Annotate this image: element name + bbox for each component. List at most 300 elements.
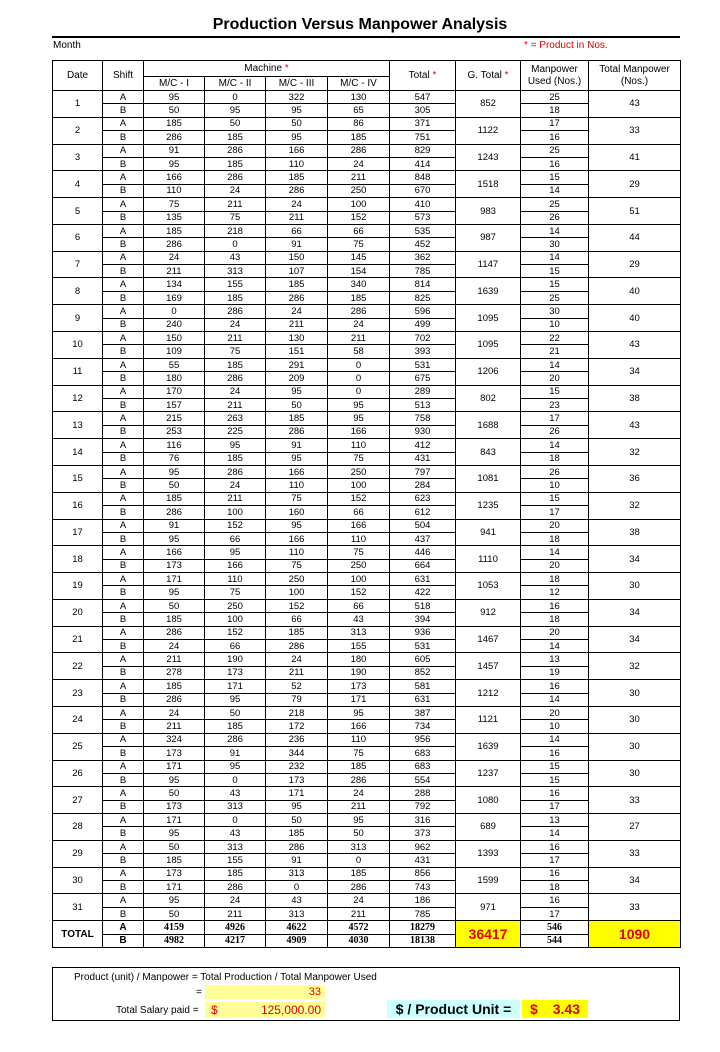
manpower-used-cell: 16	[521, 747, 589, 760]
machine-3-cell: 185	[266, 827, 328, 840]
total-cell: 284	[390, 479, 456, 492]
total-cell: 683	[390, 747, 456, 760]
ppu-value: 3.43	[552, 1001, 580, 1017]
table-row	[53, 586, 681, 599]
header-machine-label: Machine	[244, 62, 283, 74]
total-manpower-cell: 38	[589, 519, 681, 546]
shift-cell: B	[103, 157, 144, 170]
machine-4-cell: 313	[328, 626, 390, 639]
machine-2-cell: 313	[205, 265, 266, 278]
manpower-used-cell: 18	[521, 881, 589, 894]
machine-2-cell: 211	[205, 398, 266, 411]
table-row	[53, 599, 681, 612]
machine-3-cell: 286	[266, 425, 328, 438]
total-cell: 288	[390, 787, 456, 800]
machine-3-cell: 209	[266, 372, 328, 385]
machine-2-cell: 286	[205, 465, 266, 478]
date-cell: 29	[53, 840, 103, 867]
manpower-used-cell: 14	[521, 693, 589, 706]
machine-4-cell: 185	[328, 867, 390, 880]
total-cell: 499	[390, 318, 456, 331]
machine-1-cell: 185	[144, 492, 205, 505]
total-cell: 371	[390, 117, 456, 130]
total-cell: 785	[390, 265, 456, 278]
header-gtotal-star: *	[504, 69, 509, 81]
machine-4-cell: 211	[328, 800, 390, 813]
shift-cell: A	[103, 224, 144, 237]
table-row	[53, 640, 681, 653]
gtotal-cell: 1095	[456, 305, 521, 332]
machine-3-cell: 66	[266, 613, 328, 626]
date-cell: 21	[53, 626, 103, 653]
date-cell: 15	[53, 465, 103, 492]
shift-cell: B	[103, 398, 144, 411]
machine-2-cell: 185	[205, 452, 266, 465]
total-cell: 792	[390, 800, 456, 813]
manpower-used-cell: 26	[521, 465, 589, 478]
gtotal-cell: 843	[456, 439, 521, 466]
total-cell: 623	[390, 492, 456, 505]
table-row	[53, 251, 681, 264]
machine-3-cell: 50	[266, 814, 328, 827]
salary-cell	[205, 1002, 325, 1018]
gtotal-cell: 1122	[456, 117, 521, 144]
machine-2-cell: 286	[205, 305, 266, 318]
total-cell: 797	[390, 465, 456, 478]
machine-1-cell: 50	[144, 104, 205, 117]
shift-cell: B	[103, 452, 144, 465]
shift-cell: B	[103, 372, 144, 385]
machine-4-cell: 24	[328, 787, 390, 800]
total-cell: 518	[390, 599, 456, 612]
shift-cell: B	[103, 532, 144, 545]
manpower-used-cell: 13	[521, 814, 589, 827]
machine-2-cell: 95	[205, 760, 266, 773]
machine-3-cell: 171	[266, 787, 328, 800]
shift-cell: A	[103, 171, 144, 184]
manpower-used-cell: 20	[521, 626, 589, 639]
table-row	[53, 117, 681, 130]
total-manpower-cell: 43	[589, 91, 681, 118]
machine-2-cell: 24	[205, 894, 266, 907]
manpower-used-cell: 17	[521, 506, 589, 519]
total-cell: 373	[390, 827, 456, 840]
machine-4-cell: 173	[328, 680, 390, 693]
machine-4-cell: 211	[328, 332, 390, 345]
machine-2-cell: 152	[205, 626, 266, 639]
manpower-used-cell: 20	[521, 559, 589, 572]
machine-3-cell: 286	[266, 184, 328, 197]
manpower-used-cell: 15	[521, 760, 589, 773]
totals-machine-3-cell: 4622	[266, 921, 328, 935]
machine-1-cell: 95	[144, 465, 205, 478]
total-manpower-cell: 36	[589, 465, 681, 492]
page-title: Production Versus Manpower Analysis	[212, 16, 508, 33]
shift-cell: A	[103, 680, 144, 693]
machine-4-cell: 75	[328, 238, 390, 251]
machine-4-cell: 166	[328, 720, 390, 733]
shift-cell: A	[103, 840, 144, 853]
gtotal-cell: 1639	[456, 733, 521, 760]
machine-1-cell: 91	[144, 144, 205, 157]
shift-cell: A	[103, 465, 144, 478]
table-row	[53, 653, 681, 666]
totals-row	[53, 921, 681, 935]
gtotal-cell: 1053	[456, 573, 521, 600]
machine-3-cell: 150	[266, 251, 328, 264]
manpower-used-cell: 14	[521, 224, 589, 237]
machine-3-cell: 185	[266, 412, 328, 425]
date-cell: 11	[53, 358, 103, 385]
machine-4-cell: 95	[328, 706, 390, 719]
date-cell: 14	[53, 439, 103, 466]
shift-cell: A	[103, 760, 144, 773]
gtotal-cell: 1518	[456, 171, 521, 198]
machine-1-cell: 166	[144, 171, 205, 184]
gtotal-cell: 1121	[456, 706, 521, 733]
shift-cell: A	[103, 492, 144, 505]
machine-1-cell: 215	[144, 412, 205, 425]
totals-total-manpower-cell: 1090	[589, 921, 681, 948]
machine-3-cell: 152	[266, 599, 328, 612]
table-row	[53, 680, 681, 693]
totals-shift-cell: A	[103, 921, 144, 935]
product-note: * = Product in Nos.	[524, 40, 608, 51]
machine-2-cell: 185	[205, 720, 266, 733]
date-cell: 19	[53, 573, 103, 600]
machine-2-cell: 110	[205, 573, 266, 586]
date-cell: 13	[53, 412, 103, 439]
machine-4-cell: 250	[328, 465, 390, 478]
manpower-used-cell: 25	[521, 291, 589, 304]
machine-3-cell: 50	[266, 117, 328, 130]
machine-1-cell: 185	[144, 117, 205, 130]
totals-machine-4-cell: 4572	[328, 921, 390, 935]
total-cell: 670	[390, 184, 456, 197]
shift-cell: A	[103, 198, 144, 211]
machine-4-cell: 166	[328, 425, 390, 438]
gtotal-cell: 983	[456, 198, 521, 225]
machine-4-cell: 95	[328, 412, 390, 425]
header-total	[390, 61, 456, 91]
header-machine-4: M/C - IV	[328, 77, 390, 91]
manpower-used-cell: 20	[521, 519, 589, 532]
machine-4-cell: 43	[328, 613, 390, 626]
machine-1-cell: 324	[144, 733, 205, 746]
machine-2-cell: 313	[205, 840, 266, 853]
total-manpower-cell: 30	[589, 680, 681, 707]
manpower-used-cell: 16	[521, 680, 589, 693]
table-row	[53, 171, 681, 184]
manpower-used-cell: 16	[521, 131, 589, 144]
machine-4-cell: 286	[328, 773, 390, 786]
total-cell: 581	[390, 680, 456, 693]
total-cell: 956	[390, 733, 456, 746]
shift-cell: A	[103, 814, 144, 827]
total-manpower-cell: 40	[589, 305, 681, 332]
machine-4-cell: 190	[328, 666, 390, 679]
machine-1-cell: 24	[144, 251, 205, 264]
total-cell: 362	[390, 251, 456, 264]
manpower-used-cell: 18	[521, 104, 589, 117]
machine-3-cell: 211	[266, 211, 328, 224]
machine-2-cell: 24	[205, 385, 266, 398]
machine-2-cell: 185	[205, 131, 266, 144]
gtotal-cell: 1206	[456, 358, 521, 385]
totals-manpower-used-cell: 546	[521, 921, 589, 935]
date-cell: 20	[53, 599, 103, 626]
total-cell: 554	[390, 773, 456, 786]
gtotal-cell: 1095	[456, 332, 521, 359]
total-cell: 316	[390, 814, 456, 827]
machine-4-cell: 75	[328, 452, 390, 465]
manpower-used-cell: 17	[521, 117, 589, 130]
gtotal-cell: 1235	[456, 492, 521, 519]
machine-1-cell: 135	[144, 211, 205, 224]
total-manpower-cell: 34	[589, 867, 681, 894]
manpower-used-cell: 14	[521, 546, 589, 559]
table-row	[53, 666, 681, 679]
manpower-used-cell: 15	[521, 171, 589, 184]
gtotal-cell: 1212	[456, 680, 521, 707]
machine-1-cell: 75	[144, 198, 205, 211]
header-machine-2: M/C - II	[205, 77, 266, 91]
total-manpower-cell: 32	[589, 492, 681, 519]
table-row	[53, 412, 681, 425]
machine-2-cell: 95	[205, 439, 266, 452]
manpower-used-cell: 16	[521, 599, 589, 612]
table-row	[53, 881, 681, 894]
machine-4-cell: 286	[328, 305, 390, 318]
table-row	[53, 398, 681, 411]
shift-cell: A	[103, 144, 144, 157]
totals-machine-1-cell: 4159	[144, 921, 205, 935]
total-manpower-cell: 30	[589, 706, 681, 733]
shift-cell: A	[103, 251, 144, 264]
machine-4-cell: 24	[328, 318, 390, 331]
machine-1-cell: 95	[144, 827, 205, 840]
machine-1-cell: 116	[144, 439, 205, 452]
shift-cell: A	[103, 894, 144, 907]
machine-3-cell: 91	[266, 439, 328, 452]
manpower-used-cell: 18	[521, 532, 589, 545]
shift-cell: B	[103, 506, 144, 519]
manpower-used-cell: 25	[521, 91, 589, 104]
totals-machine-3-cell: 4909	[266, 934, 328, 948]
machine-3-cell: 286	[266, 640, 328, 653]
date-cell: 9	[53, 305, 103, 332]
machine-1-cell: 173	[144, 867, 205, 880]
machine-3-cell: 79	[266, 693, 328, 706]
machine-3-cell: 291	[266, 358, 328, 371]
machine-4-cell: 130	[328, 91, 390, 104]
gtotal-cell: 1688	[456, 412, 521, 439]
machine-4-cell: 110	[328, 733, 390, 746]
date-cell: 16	[53, 492, 103, 519]
total-cell: 829	[390, 144, 456, 157]
machine-2-cell: 286	[205, 733, 266, 746]
shift-cell: B	[103, 479, 144, 492]
machine-1-cell: 286	[144, 693, 205, 706]
table-row	[53, 465, 681, 478]
machine-4-cell: 313	[328, 840, 390, 853]
manpower-used-cell: 14	[521, 827, 589, 840]
total-cell: 431	[390, 854, 456, 867]
machine-3-cell: 160	[266, 506, 328, 519]
total-manpower-cell: 29	[589, 171, 681, 198]
shift-cell: B	[103, 211, 144, 224]
machine-1-cell: 24	[144, 706, 205, 719]
totals-label: TOTAL	[53, 921, 103, 948]
machine-4-cell: 24	[328, 894, 390, 907]
totals-machine-2-cell: 4926	[205, 921, 266, 935]
date-cell: 8	[53, 278, 103, 305]
machine-2-cell: 286	[205, 372, 266, 385]
manpower-used-cell: 30	[521, 305, 589, 318]
date-cell: 3	[53, 144, 103, 171]
total-manpower-cell: 34	[589, 546, 681, 573]
summary-equals: =	[196, 987, 202, 998]
gtotal-cell: 1110	[456, 546, 521, 573]
manpower-used-cell: 17	[521, 907, 589, 920]
total-cell: 387	[390, 706, 456, 719]
machine-3-cell: 151	[266, 345, 328, 358]
shift-cell: A	[103, 706, 144, 719]
manpower-used-cell: 26	[521, 211, 589, 224]
machine-2-cell: 100	[205, 613, 266, 626]
shift-cell: A	[103, 519, 144, 532]
total-cell: 702	[390, 332, 456, 345]
table-row	[53, 532, 681, 545]
total-cell: 305	[390, 104, 456, 117]
total-cell: 437	[390, 532, 456, 545]
shift-cell: B	[103, 854, 144, 867]
total-manpower-cell: 44	[589, 224, 681, 251]
table-row	[53, 265, 681, 278]
machine-1-cell: 166	[144, 546, 205, 559]
manpower-used-cell: 10	[521, 479, 589, 492]
machine-4-cell: 100	[328, 198, 390, 211]
total-cell: 422	[390, 586, 456, 599]
machine-3-cell: 211	[266, 666, 328, 679]
date-cell: 27	[53, 787, 103, 814]
machine-4-cell: 250	[328, 559, 390, 572]
header-manpower-used-1: Manpower	[531, 63, 578, 75]
machine-1-cell: 95	[144, 532, 205, 545]
shift-cell: B	[103, 881, 144, 894]
totals-machine-1-cell: 4982	[144, 934, 205, 948]
manpower-used-cell: 12	[521, 586, 589, 599]
total-manpower-cell: 34	[589, 599, 681, 626]
gtotal-cell: 1599	[456, 867, 521, 894]
date-cell: 17	[53, 519, 103, 546]
table-row	[53, 626, 681, 639]
date-cell: 28	[53, 814, 103, 841]
total-cell: 930	[390, 425, 456, 438]
total-manpower-cell: 33	[589, 117, 681, 144]
shift-cell: B	[103, 747, 144, 760]
summary-box	[52, 967, 680, 1021]
machine-1-cell: 170	[144, 385, 205, 398]
machine-4-cell: 110	[328, 532, 390, 545]
machine-1-cell: 211	[144, 265, 205, 278]
manpower-used-cell: 16	[521, 894, 589, 907]
manpower-used-cell: 14	[521, 733, 589, 746]
machine-3-cell: 185	[266, 278, 328, 291]
machine-4-cell: 24	[328, 157, 390, 170]
manpower-used-cell: 20	[521, 706, 589, 719]
machine-2-cell: 43	[205, 251, 266, 264]
machine-4-cell: 185	[328, 760, 390, 773]
machine-3-cell: 43	[266, 894, 328, 907]
manpower-used-cell: 14	[521, 251, 589, 264]
total-cell: 412	[390, 439, 456, 452]
total-cell: 504	[390, 519, 456, 532]
gtotal-cell: 1467	[456, 626, 521, 653]
total-cell: 612	[390, 506, 456, 519]
total-manpower-cell: 33	[589, 840, 681, 867]
manpower-used-cell: 18	[521, 452, 589, 465]
gtotal-cell: 802	[456, 385, 521, 412]
totals-machine-2-cell: 4217	[205, 934, 266, 948]
machine-4-cell: 65	[328, 104, 390, 117]
machine-2-cell: 0	[205, 814, 266, 827]
total-manpower-cell: 33	[589, 894, 681, 921]
machine-1-cell: 171	[144, 814, 205, 827]
shift-cell: A	[103, 599, 144, 612]
table-row	[53, 800, 681, 813]
machine-2-cell: 24	[205, 318, 266, 331]
total-cell: 814	[390, 278, 456, 291]
shift-cell: B	[103, 104, 144, 117]
totals-shift-cell: B	[103, 934, 144, 948]
shift-cell: A	[103, 439, 144, 452]
gtotal-cell: 971	[456, 894, 521, 921]
total-cell: 531	[390, 358, 456, 371]
machine-1-cell: 185	[144, 224, 205, 237]
manpower-used-cell: 16	[521, 787, 589, 800]
table-row	[53, 506, 681, 519]
production-table	[52, 60, 681, 948]
shift-cell: B	[103, 291, 144, 304]
machine-3-cell: 110	[266, 157, 328, 170]
shift-cell: B	[103, 184, 144, 197]
machine-3-cell: 166	[266, 465, 328, 478]
shift-cell: A	[103, 626, 144, 639]
date-cell: 26	[53, 760, 103, 787]
total-cell: 513	[390, 398, 456, 411]
manpower-used-cell: 18	[521, 573, 589, 586]
table-row	[53, 385, 681, 398]
table-row	[53, 425, 681, 438]
shift-cell: B	[103, 613, 144, 626]
date-cell: 22	[53, 653, 103, 680]
machine-3-cell: 52	[266, 680, 328, 693]
machine-1-cell: 134	[144, 278, 205, 291]
machine-3-cell: 286	[266, 291, 328, 304]
shift-cell: A	[103, 117, 144, 130]
table-row	[53, 198, 681, 211]
manpower-used-cell: 10	[521, 318, 589, 331]
table-row	[53, 91, 681, 104]
machine-3-cell: 95	[266, 104, 328, 117]
manpower-used-cell: 21	[521, 345, 589, 358]
header-gtotal	[456, 61, 521, 91]
machine-3-cell: 100	[266, 586, 328, 599]
machine-3-cell: 344	[266, 747, 328, 760]
machine-2-cell: 91	[205, 747, 266, 760]
header-total-star: *	[432, 69, 437, 81]
